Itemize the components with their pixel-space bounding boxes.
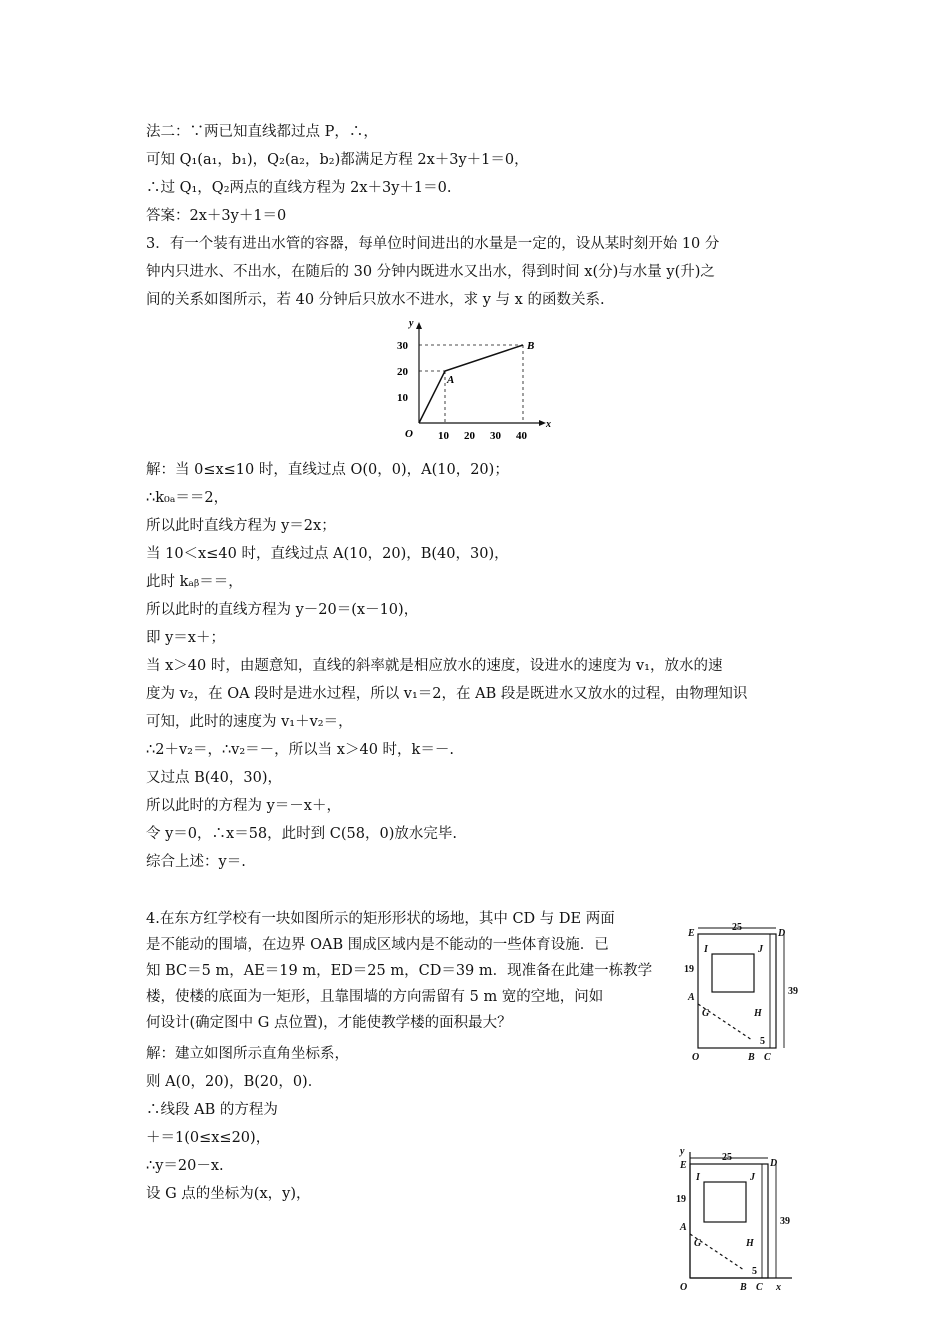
label-d: D	[778, 928, 786, 939]
point-label: A	[447, 374, 455, 386]
building-rect	[712, 954, 754, 992]
label-j: J	[750, 1172, 755, 1183]
problem3-line-2: 钟内只进水、不出水，在随后的 30 分钟内既进水又出水，得到时间 x(分)与水量 y(升)之	[146, 264, 715, 280]
label-o: O	[692, 1052, 700, 1060]
label-a: A	[688, 992, 695, 1003]
label-b: B	[740, 1282, 747, 1292]
x-axis-label: x	[546, 419, 551, 430]
solution3-line-7: 即 y＝x＋；	[146, 630, 225, 646]
point-label: B	[527, 340, 535, 352]
solution3-line-9: 度为 v₂，在 OA 段时是进水过程，所以 v₁＝2，在 AB 段是既进水又放水的过程，由物理知识	[146, 686, 748, 702]
method2-line-2: 可知 Q₁(a₁，b₁)，Q₂(a₂，b₂)都满足方程 2x＋3y＋1＝0，	[146, 152, 529, 168]
dim-top: 25	[732, 922, 742, 933]
solution3-line-8: 当 x＞40 时，由题意知，直线的斜率就是相应放水的速度，设进水的速度为 v₁，放水的速	[146, 658, 723, 674]
solution3-line-12: 又过点 B(40，30)，	[146, 770, 282, 786]
x-tick-label: 40	[516, 430, 527, 442]
dim-left: 19	[684, 964, 694, 975]
problem4-line-4: 楼，使楼的底面为一矩形，且靠围墙的方向需留有 5 m 宽的空地，问如	[146, 989, 604, 1005]
solution3-line-10: 可知，此时的速度为 v₁＋v₂＝，	[146, 714, 353, 730]
solution3-line-13: 所以此时的方程为 y＝－x＋，	[146, 798, 341, 814]
method2-answer: 答案：2x＋3y＋1＝0	[146, 208, 287, 224]
problem3-line-1: 3．有一个装有进出水管的容器，每单位时间进出的水量是一定的，设从某时刻开始 10 分	[146, 236, 720, 252]
x-tick-label: 20	[464, 430, 475, 442]
solution3-line-6: 所以此时的直线方程为 y－20＝(x－10)，	[146, 602, 419, 618]
x-tick-label: 30	[490, 430, 501, 442]
axis-label-y: y	[680, 1146, 685, 1157]
axis-label-x: x	[776, 1282, 781, 1292]
label-g: G	[694, 1238, 702, 1249]
solution4-line-3: ∴线段 AB 的方程为	[146, 1102, 278, 1118]
solution3-line-4: 当 10＜x≤40 时，直线过点 A(10，20)，B(40，30)，	[146, 546, 509, 562]
solution3-line-14: 令 y＝0，∴x＝58，此时到 C(58，0)放水完毕.	[146, 826, 457, 842]
y-tick-label: 10	[397, 392, 408, 404]
x-axis-arrow	[539, 420, 546, 426]
y-axis-arrow	[416, 322, 422, 329]
label-e: E	[680, 1160, 687, 1171]
solution4-line-2: 则 A(0，20)，B(20，0)．	[146, 1074, 323, 1090]
building-rect	[704, 1182, 746, 1222]
dim-right: 39	[780, 1216, 790, 1227]
problem4-line-3: 知 BC＝5 m，AE＝19 m，ED＝25 m，CD＝39 m．现准备在此建一栋教学	[146, 963, 653, 979]
label-c: C	[756, 1282, 763, 1292]
label-h: H	[754, 1008, 762, 1019]
dim-gap: 5	[752, 1266, 757, 1277]
dim-top: 25	[722, 1152, 732, 1163]
label-i: I	[696, 1172, 700, 1183]
field-diagram	[680, 920, 800, 1060]
label-c: C	[764, 1052, 771, 1060]
solution3-line-3: 所以此时直线方程为 y＝2x；	[146, 518, 336, 534]
dim-gap: 5	[760, 1036, 765, 1047]
problem3-line-3: 间的关系如图所示，若 40 分钟后只放水不进水，求 y 与 x 的函数关系.	[146, 292, 605, 308]
dim-right: 39	[788, 986, 798, 997]
point-label: O	[405, 428, 413, 440]
dim-left: 19	[676, 1194, 686, 1205]
y-axis-label: y	[409, 318, 414, 329]
label-h: H	[746, 1238, 754, 1249]
label-d: D	[770, 1158, 778, 1169]
water-volume-chart	[385, 318, 560, 450]
label-b: B	[748, 1052, 755, 1060]
solution4-line-1: 解：建立如图所示直角坐标系，	[146, 1046, 349, 1062]
method2-line-3: ∴过 Q₁，Q₂两点的直线方程为 2x＋3y＋1＝0.	[146, 180, 452, 196]
x-tick-label: 10	[438, 430, 449, 442]
solution3-line-11: ∴2＋v₂＝，∴v₂＝－，所以当 x＞40 时，k＝－.	[146, 742, 454, 758]
solution3-line-1: 解：当 0≤x≤10 时，直线过点 O(0，0)，A(10，20)；	[146, 462, 509, 478]
field-diagram-coordinates	[672, 1146, 802, 1292]
solution3-line-15: 综合上述：y＝.	[146, 854, 246, 870]
solution4-line-6: 设 G 点的坐标为(x，y)，	[146, 1186, 311, 1202]
label-a: A	[680, 1222, 687, 1233]
solution3-line-2: ∴k₀ₐ＝＝2，	[146, 490, 229, 506]
series-line	[419, 345, 523, 423]
problem4-line-1: 4.在东方红学校有一块如图所示的矩形形状的场地，其中 CD 与 DE 两面	[146, 911, 615, 927]
problem4-line-2: 是不能动的围墙，在边界 OAB 围成区域内是不能动的一些体育设施．已	[146, 937, 609, 953]
label-i: I	[704, 944, 708, 955]
field-rect	[690, 1164, 768, 1278]
field-rect	[698, 934, 776, 1048]
label-o: O	[680, 1282, 688, 1292]
problem4-line-5: 何设计(确定图中 G 点位置)，才能使教学楼的面积最大？	[146, 1015, 512, 1031]
label-j: J	[758, 944, 763, 955]
label-g: G	[702, 1008, 710, 1019]
solution3-line-5: 此时 kₐᵦ＝＝，	[146, 574, 243, 590]
solution4-line-4: ＋＝1(0≤x≤20)，	[146, 1130, 271, 1146]
y-tick-label: 30	[397, 340, 408, 352]
label-e: E	[688, 928, 695, 939]
y-tick-label: 20	[397, 366, 408, 378]
method2-line-1: 法二：∵两已知直线都过点 P，∴，	[146, 124, 378, 140]
solution4-line-5: ∴y＝20－x.	[146, 1158, 224, 1174]
